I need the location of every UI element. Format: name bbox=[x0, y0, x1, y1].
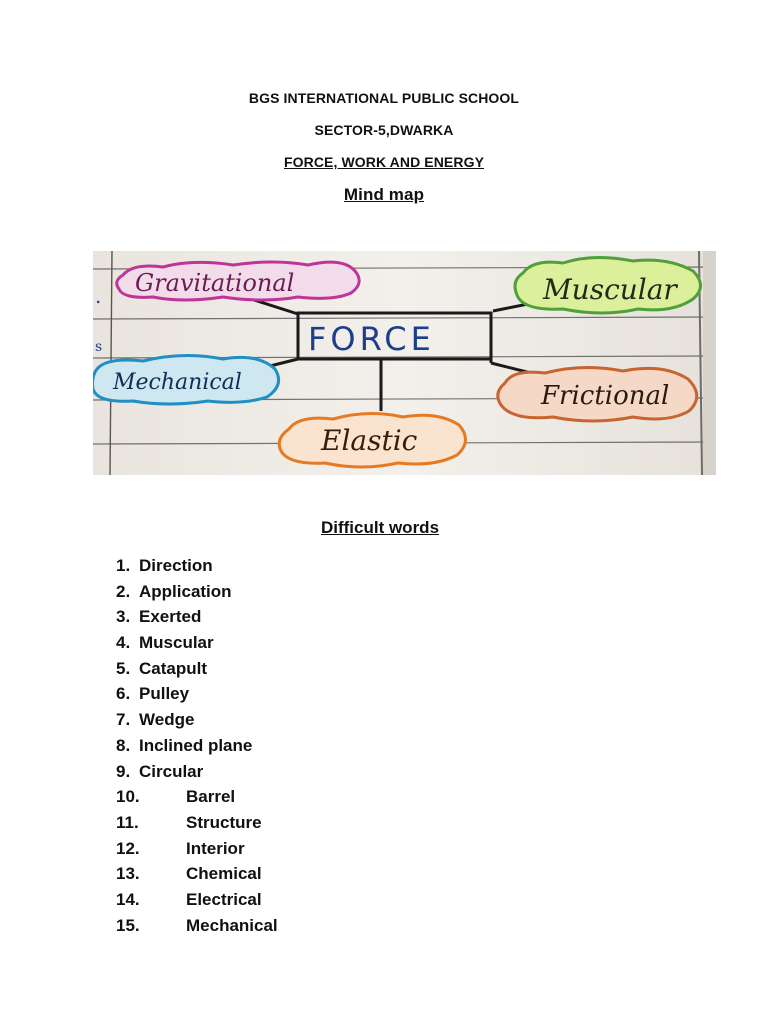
list-word: Circular bbox=[139, 761, 204, 781]
list-item bbox=[116, 553, 278, 579]
node-label-frictional: Frictional bbox=[541, 381, 670, 411]
list-item bbox=[116, 681, 278, 707]
list-item bbox=[116, 913, 278, 939]
mindmap-photo bbox=[93, 251, 716, 475]
school-sector: SECTOR-5,DWARKA bbox=[314, 122, 454, 138]
chapter-title: FORCE, WORK AND ENERGY bbox=[283, 154, 485, 170]
list-item bbox=[116, 836, 278, 862]
list-word: Electrical bbox=[186, 889, 262, 909]
list-word: Muscular bbox=[139, 633, 214, 653]
list-number: 7. bbox=[116, 710, 131, 730]
list-item bbox=[116, 656, 278, 682]
list-number: 9. bbox=[116, 761, 131, 781]
list-number: 8. bbox=[116, 735, 131, 755]
list-item bbox=[116, 887, 278, 913]
list-word: Barrel bbox=[186, 787, 236, 807]
list-word: Mechanical bbox=[186, 915, 278, 935]
list-number: 5. bbox=[116, 658, 131, 678]
difficult-words-list bbox=[116, 553, 278, 938]
list-item bbox=[116, 630, 278, 656]
mindmap-drawing bbox=[93, 251, 716, 475]
list-word: Pulley bbox=[139, 684, 190, 704]
list-number: 10. bbox=[116, 787, 140, 807]
school-name: BGS INTERNATIONAL PUBLIC SCHOOL bbox=[248, 90, 520, 106]
list-word: Chemical bbox=[186, 864, 262, 884]
list-number: 12. bbox=[116, 838, 140, 858]
list-item bbox=[116, 784, 278, 810]
list-word: Application bbox=[139, 581, 232, 601]
list-number: 14. bbox=[116, 889, 140, 909]
list-word: Exerted bbox=[139, 607, 202, 627]
mindmap-heading: Mind map bbox=[343, 185, 425, 204]
list-number: 15. bbox=[116, 915, 140, 935]
node-label-elastic: Elastic bbox=[321, 424, 418, 457]
edge-mark: s bbox=[95, 339, 103, 355]
list-word: Catapult bbox=[139, 658, 207, 678]
list-item bbox=[116, 733, 278, 759]
node-label-muscular: Muscular bbox=[543, 273, 677, 306]
page-edge-shadow bbox=[703, 251, 716, 475]
list-item bbox=[116, 759, 278, 785]
list-word: Interior bbox=[186, 838, 245, 858]
list-number: 2. bbox=[116, 581, 131, 601]
list-number: 11. bbox=[116, 812, 139, 832]
list-item bbox=[116, 810, 278, 836]
list-item bbox=[116, 579, 278, 605]
list-item bbox=[116, 707, 278, 733]
list-word: Structure bbox=[186, 812, 262, 832]
list-number: 13. bbox=[116, 864, 140, 884]
list-item bbox=[116, 604, 278, 630]
list-word: Direction bbox=[139, 556, 213, 575]
list-item bbox=[116, 861, 278, 887]
node-label-gravitational: Gravitational bbox=[135, 269, 295, 297]
center-label-force: FORCE bbox=[308, 320, 435, 358]
node-label-mechanical: Mechanical bbox=[113, 370, 242, 395]
list-number: 4. bbox=[116, 633, 131, 653]
list-number: 6. bbox=[116, 684, 131, 704]
list-word: Wedge bbox=[139, 710, 195, 730]
list-word: Inclined plane bbox=[139, 735, 253, 755]
list-number: 1. bbox=[116, 556, 131, 575]
difficult-words-heading: Difficult words bbox=[320, 518, 440, 537]
list-number: 3. bbox=[116, 607, 131, 627]
edge-mark: . bbox=[95, 284, 102, 308]
